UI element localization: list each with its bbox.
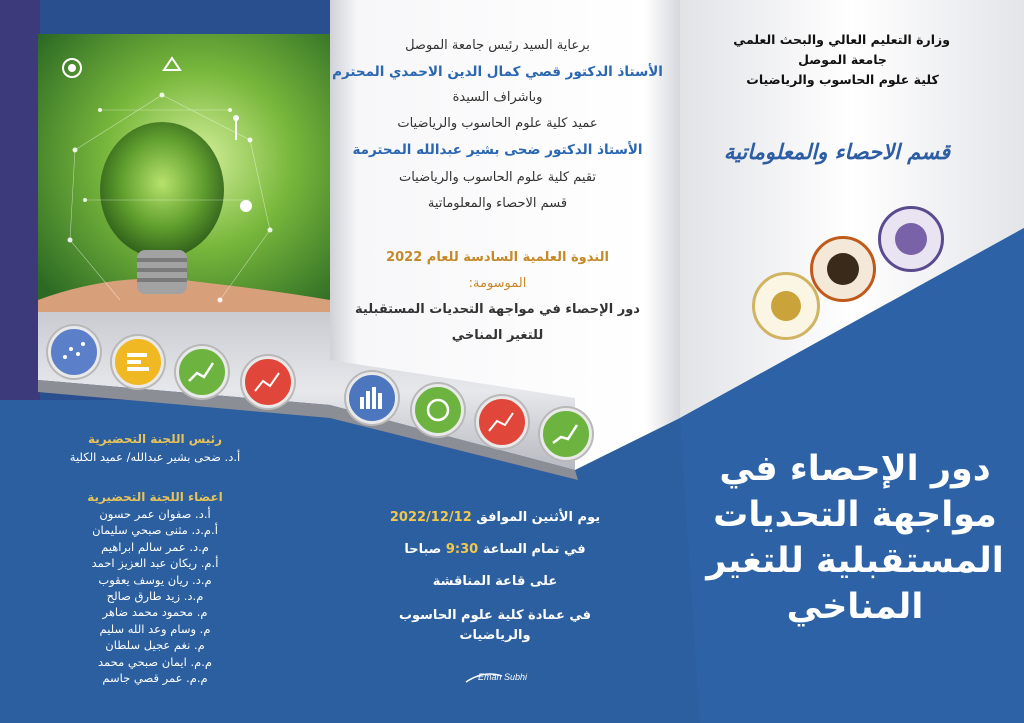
event-date: 2022/12/12 [389,510,472,525]
patronage-line-4: عميد كلية علوم الحاسوب والرياضيات [397,116,598,131]
main-title-line-1: دور الإحصاء في [719,449,991,489]
committee-member: م. وسام وعد الله سليم [99,621,211,636]
designer-logo [464,668,536,690]
event-day-label: يوم الأثنين الموافق [476,510,601,525]
patronage-president: الأستاذ الدكتور قصي كمال الدين الاحمدي المحترم [332,64,663,80]
event-time [345,542,645,557]
seminar-topic-1: دور الإحصاء في مواجهة التحديات المستقبلية [355,302,640,317]
committee-member: م.د. عمر سالم ابراهيم [101,539,209,554]
growth-chart-icon [540,408,592,460]
event-venue-1: في عمادة كلية علوم الحاسوب [398,608,592,623]
committee-member: م.د. ريان يوسف يعقوب [98,572,212,587]
patronage-line-6: تقيم كلية علوم الحاسوب والرياضيات [398,170,597,185]
designer-name: Eman Subhi [478,672,528,682]
committee-member: م. نغم عجيل سلطان [105,638,205,653]
seminar-topic-2: للتغير المناخي [451,328,544,343]
committee-member: أ.م.د. مثنى صبحي سليمان [92,523,218,538]
event-place: على قاعة المناقشة [432,574,558,589]
committee-member: أ.د. صفوان عمر حسون [99,507,211,521]
event-time-suffix: صباحا [404,542,442,557]
main-title-line-3: المستقبلية للتغير [706,541,1004,581]
event-day [345,510,645,525]
college-logo [810,236,876,302]
committee-member: أ.م. ريكان عبد العزيز احمد [91,556,219,571]
university-name: جامعة الموصل [798,52,887,67]
patronage-dean: الأستاذ الدكتور ضحى بشير عبدالله المحترمة [352,142,643,158]
committee-head-title: رئيس اللجنة التحضيرية [87,432,223,446]
committee-members-title: اعضاء اللجنة التحضيرية [87,490,223,504]
event-time-label: في تمام الساعة [482,542,586,557]
patronage-line-7: قسم الاحصاء والمعلوماتية [427,196,568,211]
committee-member: م.م. عمر قصي جاسم [102,671,208,685]
main-title-line-4: المناخي [786,587,924,627]
main-title-line-2: مواجهة التحديات [713,495,997,535]
department-title: قسم الاحصاء والمعلوماتية [723,140,950,164]
seminar-title: الندوة العلمية السادسة للعام 2022 [386,250,609,265]
event-venue-2: والرياضيات [459,628,531,643]
refresh-cycle-icon [412,384,464,436]
histogram-icon [346,372,398,424]
committee-member: م. محمود محمد ضاهر [102,605,208,620]
university-logo [878,206,944,272]
patronage-line-1: برعاية السيد رئيس جامعة الموصل [405,38,590,53]
area-chart-icon [176,346,228,398]
trend-chart-icon [476,396,528,448]
seminar-labeled: الموسومة: [468,276,527,291]
patronage-line-3: وباشراف السيدة [452,90,543,105]
committee-member: م.م. ايمان صبحي محمد [97,654,213,669]
college-name: كلية علوم الحاسوب والرياضيات [746,72,939,87]
committee-member: م.د. زيد طارق صالح [106,589,204,603]
line-chart-icon [242,356,294,408]
department-logo [752,272,820,340]
committee-head-name: أ.د. ضحى بشير عبدالله/ عميد الكلية [69,450,241,464]
bar-chart-icon [112,336,164,388]
ministry-name: وزارة التعليم العالي والبحث العلمي [733,32,950,47]
scatter-plot-icon [48,326,100,378]
event-time-value: 9:30 [445,542,479,557]
